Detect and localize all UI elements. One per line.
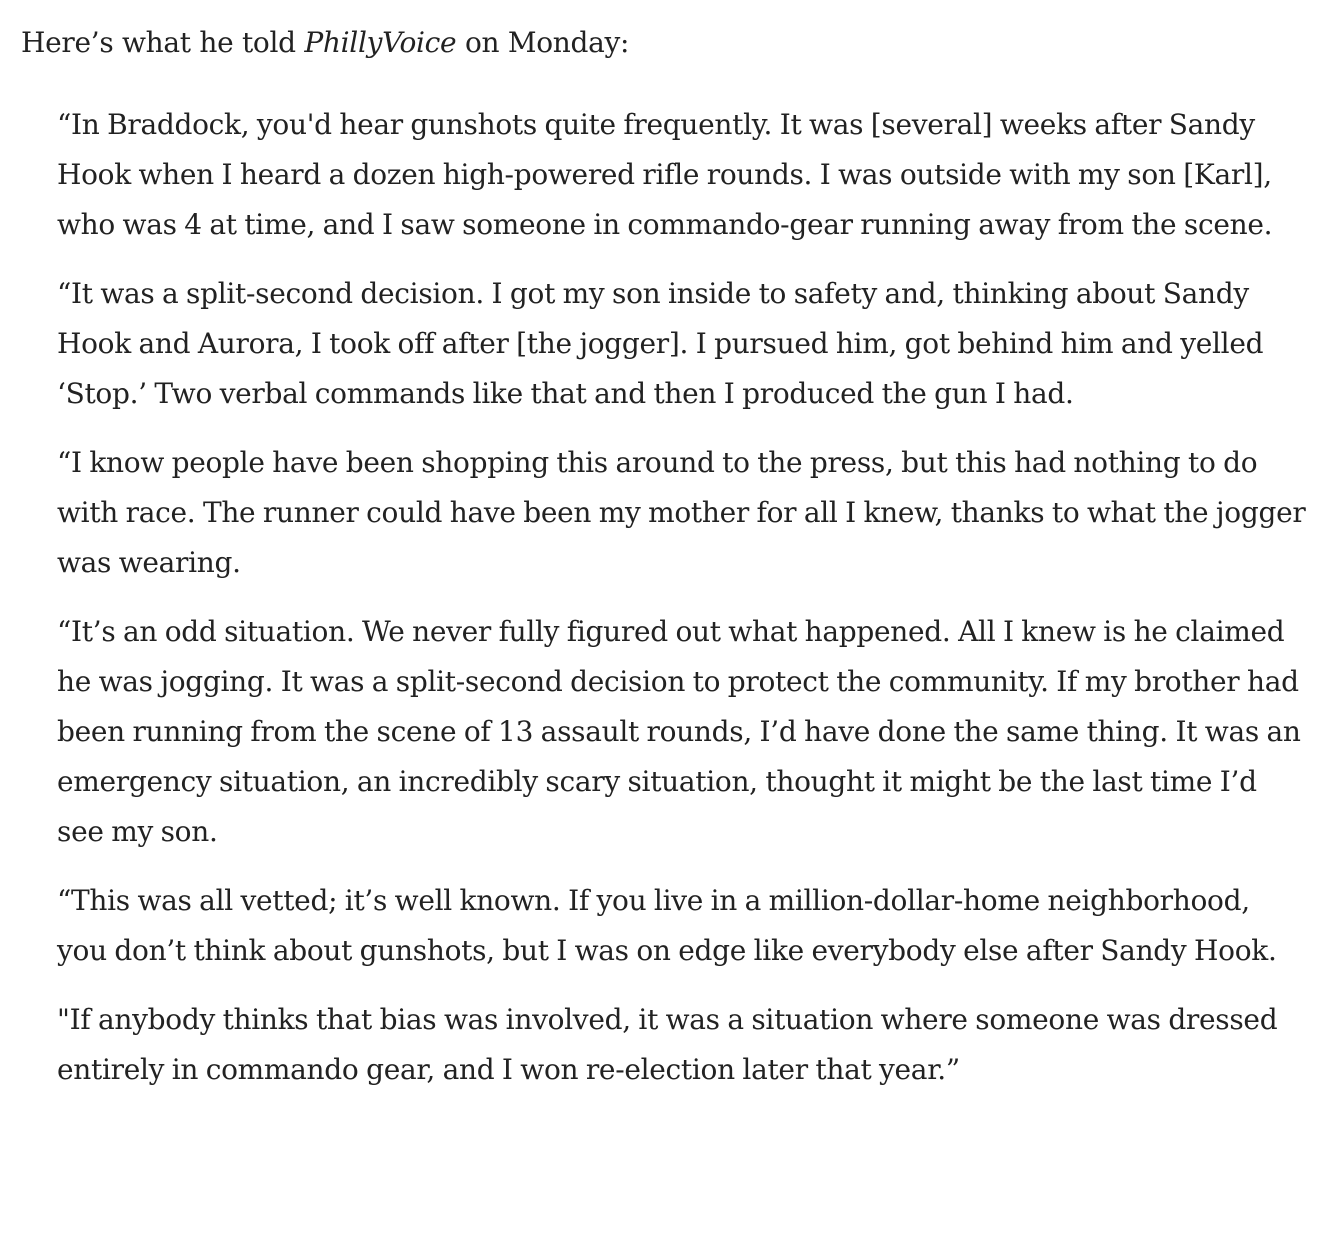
intro-suffix: on Monday: — [456, 26, 630, 59]
publication-name: PhillyVoice — [304, 26, 457, 59]
quote-paragraph-1: “In Braddock, you'd hear gunshots quite frequently. It was [several] weeks after Sandy Hook when I heard a dozen high-powered rifle rounds. I was outside with my son [Karl], who was 4 at time, and I saw someone in commando-gear running away from the scene. — [57, 108, 1273, 241]
blockquote — [57, 100, 1307, 1095]
quote-paragraph-4: “It’s an odd situation. We never fully figured out what happened. All I knew is he claimed he was jogging. It was a split-second decision to protect the community. If my brother had been running from the scene of 13 assault rounds, I’d have done the same thing. It was an emergency situation, an incredibly scary situation, thought it might be the last time I’d see my son. — [57, 615, 1301, 848]
intro-paragraph — [21, 22, 1344, 64]
quote-paragraph-6: "If anybody thinks that bias was involved, it was a situation where someone was dressed entirely in commando gear, and I won re-election later that year.” — [57, 1003, 1278, 1086]
quote-paragraph-5: “This was all vetted; it’s well known. If you live in a million-dollar-home neighborhood, you don’t think about gunshots, but I was on edge like everybody else after Sandy Hook. — [57, 884, 1277, 967]
quote-paragraph-3: “I know people have been shopping this around to the press, but this had nothing to do with race. The runner could have been my mother for all I knew, thanks to what the jogger was wearing. — [57, 446, 1306, 579]
intro-prefix: Here’s what he told — [21, 26, 305, 59]
quote-paragraph-2: “It was a split-second decision. I got my son inside to safety and, thinking about Sandy Hook and Aurora, I took off after [the jogger]. I pursued him, got behind him and yelled ‘Stop.’ Two verbal commands like that and then I produced the gun I had. — [57, 277, 1264, 410]
